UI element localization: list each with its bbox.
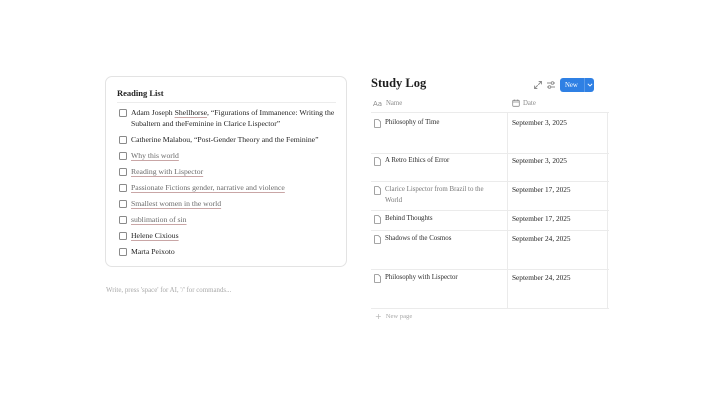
checkbox[interactable] xyxy=(119,232,127,240)
column-label: Name xyxy=(386,99,403,107)
todo-text[interactable]: Adam Joseph Shellhorse, “Figurations of Immanence: Writing the Subaltern and theFeminine in Clarice Lispector” xyxy=(131,108,335,128)
divider xyxy=(117,102,336,103)
table-divider xyxy=(371,181,609,182)
table-divider xyxy=(371,210,609,211)
todo-item xyxy=(117,107,336,129)
row-name[interactable]: Shadows of the Cosmos xyxy=(385,235,452,242)
new-button[interactable] xyxy=(560,78,594,92)
todo-item xyxy=(117,150,336,161)
row-name-cell[interactable] xyxy=(374,214,504,225)
todo-item xyxy=(117,182,336,193)
checkbox[interactable] xyxy=(119,216,127,224)
document-icon xyxy=(374,119,381,128)
todo-text[interactable]: Marta Peixoto xyxy=(131,247,175,256)
calendar-icon xyxy=(512,99,520,107)
row-name[interactable]: Philosophy with Lispector xyxy=(385,274,458,281)
checkbox[interactable] xyxy=(119,152,127,160)
document-icon xyxy=(374,274,381,283)
row-name[interactable]: A Retro Ethics of Error xyxy=(385,157,450,164)
row-name[interactable]: Behind Thoughts xyxy=(385,215,433,222)
column-divider xyxy=(607,112,608,308)
table-divider xyxy=(371,308,609,309)
editor-placeholder[interactable]: Write, press 'space' for AI, '/' for commands... xyxy=(106,287,232,294)
row-date[interactable]: September 3, 2025 xyxy=(512,118,567,127)
todo-item xyxy=(117,198,336,209)
sliders-icon[interactable] xyxy=(546,80,556,90)
row-name-cell[interactable] xyxy=(374,273,504,284)
table-divider xyxy=(371,269,609,270)
document-icon xyxy=(374,235,381,244)
checkbox[interactable] xyxy=(119,248,127,256)
row-name-cell[interactable] xyxy=(374,118,504,129)
database-title[interactable]: Study Log xyxy=(371,76,427,90)
expand-icon[interactable] xyxy=(533,80,543,90)
todo-text[interactable]: Catherine Malabou, “Post-Gender Theory and the Feminine” xyxy=(131,135,319,144)
todo-text[interactable]: sublimation of sin xyxy=(131,215,187,224)
todo-text[interactable]: Passionate Fictions gender, narrative and violence xyxy=(131,183,285,192)
document-icon xyxy=(374,215,381,224)
checkbox[interactable] xyxy=(119,136,127,144)
row-name-cell[interactable] xyxy=(374,185,504,206)
todo-text[interactable]: Helene Cixious xyxy=(131,231,179,240)
row-date[interactable]: September 24, 2025 xyxy=(512,234,571,243)
row-name[interactable]: Philosophy of Time xyxy=(385,119,440,126)
todo-item xyxy=(117,134,336,145)
row-name-cell[interactable] xyxy=(374,234,504,245)
document-icon xyxy=(374,157,381,166)
todo-item xyxy=(117,246,336,257)
text-aa-icon xyxy=(373,99,383,107)
checkbox[interactable] xyxy=(119,168,127,176)
document-icon xyxy=(374,186,381,195)
todo-item xyxy=(117,230,336,241)
new-page-button[interactable] xyxy=(375,312,412,321)
table-divider xyxy=(371,153,609,154)
row-date[interactable]: September 3, 2025 xyxy=(512,156,567,165)
table-divider xyxy=(371,230,609,231)
reading-list-card xyxy=(105,76,347,267)
todo-text[interactable]: Smallest women in the world xyxy=(131,199,222,208)
row-date[interactable]: September 17, 2025 xyxy=(512,214,571,223)
checkbox[interactable] xyxy=(119,200,127,208)
todo-item xyxy=(117,166,336,177)
row-date[interactable]: September 17, 2025 xyxy=(512,185,571,194)
todo-link[interactable]: Shellhorse xyxy=(174,108,208,117)
row-name[interactable]: Clarice Lispector from Brazil to the World xyxy=(385,186,484,204)
table-divider xyxy=(371,112,609,113)
column-header-date[interactable] xyxy=(512,99,536,107)
checkbox[interactable] xyxy=(119,109,127,117)
plus-icon: + xyxy=(375,312,382,321)
row-name-cell[interactable] xyxy=(374,156,504,167)
todo-item xyxy=(117,214,336,225)
column-header-name[interactable] xyxy=(373,99,402,107)
new-page-label: New page xyxy=(385,313,413,320)
column-divider xyxy=(507,112,508,308)
checkbox[interactable] xyxy=(119,184,127,192)
svg-text:Aa: Aa xyxy=(373,100,383,107)
todo-text[interactable]: Why this world xyxy=(131,151,179,160)
row-date[interactable]: September 24, 2025 xyxy=(512,273,571,282)
new-button-label: New xyxy=(565,81,578,89)
todo-text[interactable]: Reading with Lispector xyxy=(131,167,204,176)
chevron-down-icon[interactable] xyxy=(585,83,594,87)
reading-list-title: Reading List xyxy=(117,88,164,98)
column-label: Date xyxy=(523,99,536,107)
